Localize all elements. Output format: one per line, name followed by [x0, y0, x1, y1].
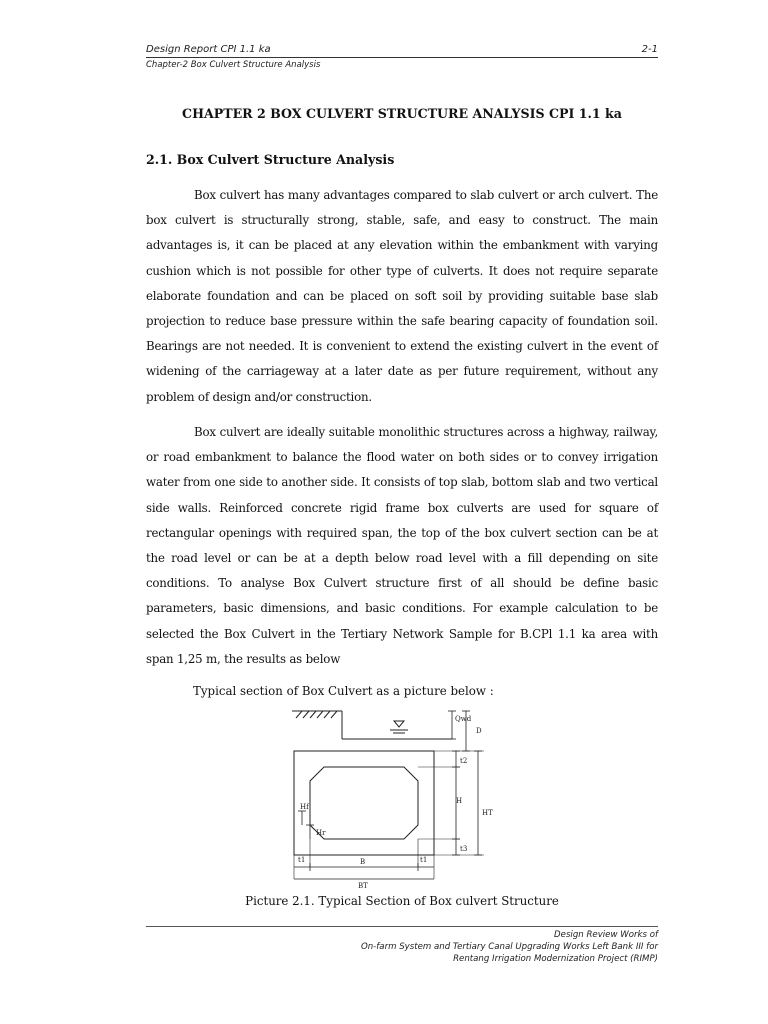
header-report-text: Design Report CPI 1.1 ka — [146, 44, 271, 55]
header-rule — [146, 57, 658, 58]
water-level-symbol — [390, 721, 408, 733]
header-chapter-title: Chapter-2 Box Culvert Structure Analysis — [146, 60, 321, 70]
label-b: B — [360, 858, 366, 866]
figure-caption: Picture 2.1. Typical Section of Box culvert Structure — [245, 894, 559, 908]
label-qwd: Qwd — [455, 715, 472, 723]
chapter-title: CHAPTER 2 BOX CULVERT STRUCTURE ANALYSIS CPI 1.1 ka — [182, 106, 622, 121]
paragraph-advantages: Box culvert has many advantages compared to slab culvert or arch culvert. The box culvert is structurally strong, stable, safe, and easy to construct. The main advantages is, it can be placed at any elevation within the embankment with varying cushion which is not possible for other type of culverts. It does not require separate elaborate foundation and can be placed on soft soil by providing suitable base slab projection to reduce base pressure within the safe bearing capacity of foundation soil. Bearings are not needed. It is convenient to extend the existing culvert in the event of widening of the carriageway at a later date as per future requirement, without any problem of design and/or construction. — [146, 188, 658, 404]
box-culvert-section-diagram — [280, 703, 500, 893]
footer-line-2: On-farm System and Tertiary Canal Upgrading Works Left Bank III for — [360, 942, 658, 952]
label-t1-left: t1 — [298, 856, 306, 864]
paragraph-structure: Box culvert are ideally suitable monolithic structures across a highway, railway, or road embankment to balance the flood water on both sides or to convey irrigation water from one side to another side. It consists of top slab, bottom slab and two vertical side walls. Reinforced concrete rigid frame box culverts are used for square of rectangular openings with required span, the top of the box culvert section can be at the road level or can be at a depth below road level with a fill depending on site conditions. To analyse Box Culvert structure first of all should be define basic parameters, basic dimensions, and basic conditions. For example calculation to be selected the Box Culvert in the Tertiary Network Sample for B.CPl 1.1 ka area with span 1,25 m, the results as below — [146, 425, 658, 666]
header-report-title — [146, 44, 658, 55]
header-page-number: 2-1 — [641, 44, 658, 55]
label-bt: BT — [358, 882, 368, 890]
figure-intro-text: Typical section of Box Culvert as a picture below : — [193, 684, 494, 698]
label-ht: HT — [482, 809, 493, 817]
label-t1-right: t1 — [420, 856, 428, 864]
footer-rule — [146, 926, 658, 927]
label-t2: t2 — [460, 757, 468, 765]
label-h: H — [456, 797, 463, 805]
label-t3: t3 — [460, 845, 468, 853]
footer-line-3: Rentang Irrigation Modernization Project (RIMP) — [453, 954, 658, 964]
extension-lines — [294, 751, 484, 879]
label-d: D — [476, 727, 482, 735]
haunch-dimension — [298, 811, 314, 839]
culvert-inner-opening — [310, 767, 418, 839]
ht-dimension — [474, 751, 482, 855]
label-hr: Hr — [316, 829, 326, 837]
ground-surface — [292, 711, 452, 739]
label-hf: Hf — [300, 803, 309, 811]
footer-line-1: Design Review Works of — [554, 930, 658, 940]
section-title: 2.1. Box Culvert Structure Analysis — [146, 152, 395, 167]
